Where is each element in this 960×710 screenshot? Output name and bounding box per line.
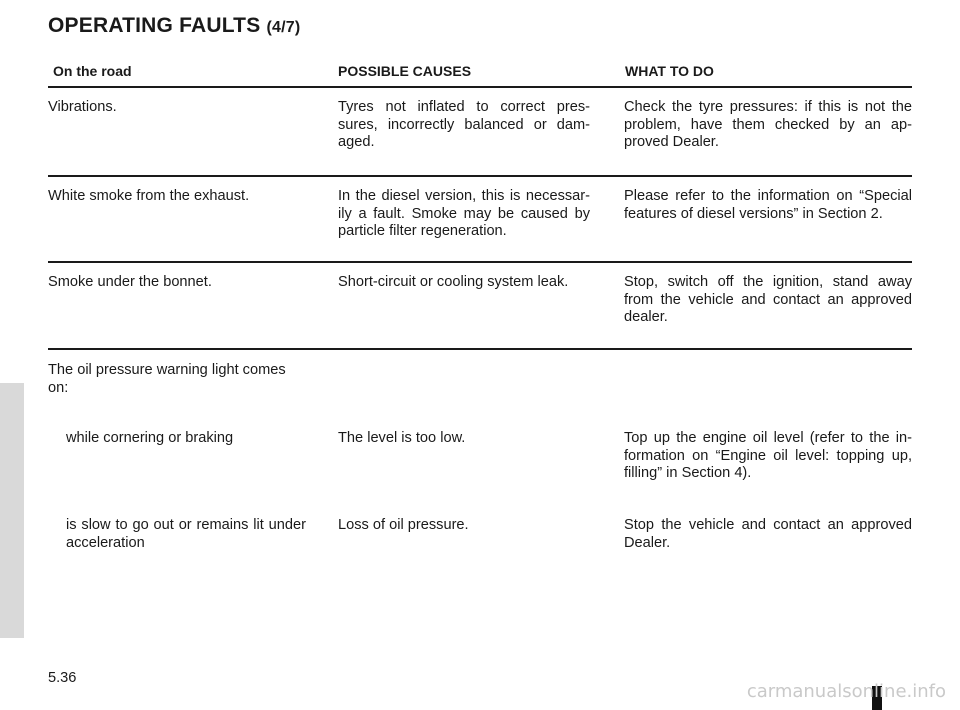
row-divider (48, 261, 912, 263)
table-header (48, 62, 912, 88)
row-slow-light-action: Stop the vehicle and contact an approved Dealer. (624, 517, 912, 551)
row-white-smoke-cause: In the diesel version, this is necessar- ily a fault. Smoke may be caused by particle filter regeneration. (338, 188, 590, 239)
column-header-possible-causes: POSSIBLE CAUSES (338, 63, 472, 79)
row-white-smoke-symptom: White smoke from the exhaust. (48, 188, 250, 204)
row-oil-pressure-symptom: The oil pressure warning light comes on: (48, 362, 286, 396)
row-vibrations-cause: Tyres not inflated to correct pres- sures, incorrectly balanced or dam- aged. (338, 99, 590, 150)
page-title (48, 14, 300, 38)
row-bonnet-smoke-action: Stop, switch off the ignition, stand away from the vehicle and contact an approved dealer. (624, 274, 912, 325)
row-vibrations-action: Check the tyre pressures: if this is not the problem, have them checked by an ap- proved Dealer. (624, 99, 912, 150)
column-header-what-to-do: WHAT TO DO (625, 63, 714, 79)
page-title-suffix: (4/7) (266, 19, 301, 36)
row-slow-light-cause: Loss of oil pressure. (338, 517, 469, 533)
row-vibrations-symptom: Vibrations. (48, 99, 117, 115)
row-bonnet-smoke-symptom: Smoke under the bonnet. (48, 274, 212, 290)
chapter-tab (0, 383, 24, 638)
row-divider (48, 175, 912, 177)
watermark: carmanualsonline.info (746, 681, 946, 702)
row-cornering-cause: The level is too low. (338, 430, 466, 446)
column-header-on-the-road: On the road (53, 63, 132, 79)
page-number: 5.36 (48, 670, 77, 686)
page-title-text: OPERATING FAULTS (48, 14, 261, 37)
row-slow-light-symptom: is slow to go out or remains lit under acceleration (66, 517, 306, 551)
row-cornering-action: Top up the engine oil level (refer to the in- formation on “Engine oil level: topping up, filling” in Section 4). (624, 430, 912, 481)
row-bonnet-smoke-cause: Short-circuit or cooling system leak. (338, 274, 569, 290)
row-white-smoke-action: Please refer to the information on “Special features of diesel versions” in Section 2. (624, 188, 912, 222)
row-cornering-symptom: while cornering or braking (66, 430, 234, 446)
row-divider (48, 348, 912, 350)
